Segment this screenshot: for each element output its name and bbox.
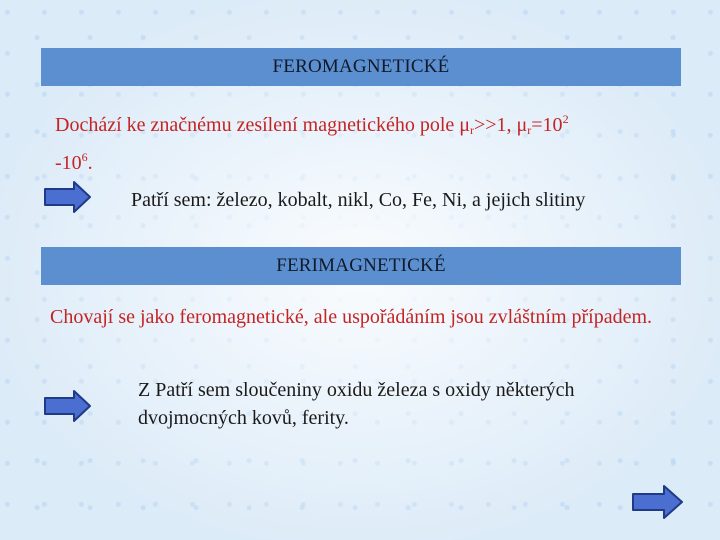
heading-feromagneticke: FEROMAGNETICKÉ <box>41 48 681 86</box>
feromagneticke-description: Dochází ke značnému zesílení magnetického pole $\mu_r>>1$, $\mu_r=10^2$ $-10^6$. <box>55 112 569 174</box>
ferimagneticke-materials: Z Patří sem sloučeniny oxidu železa s oxidy některých dvojmocných kovů, ferity. <box>138 379 575 429</box>
next-slide-arrow-icon[interactable] <box>632 484 684 520</box>
feromagneticke-materials: Patří sem: železo, kobalt, nikl, Co, Fe, Ni, a jejich slitiny <box>131 189 586 211</box>
heading-ferimagneticke: FERIMAGNETICKÉ <box>41 247 681 285</box>
right-arrow-icon <box>44 389 92 423</box>
right-arrow-icon <box>44 180 92 214</box>
ferimagneticke-description: Chovají se jako feromagnetické, ale uspořádáním jsou zvláštním případem. <box>50 306 653 328</box>
